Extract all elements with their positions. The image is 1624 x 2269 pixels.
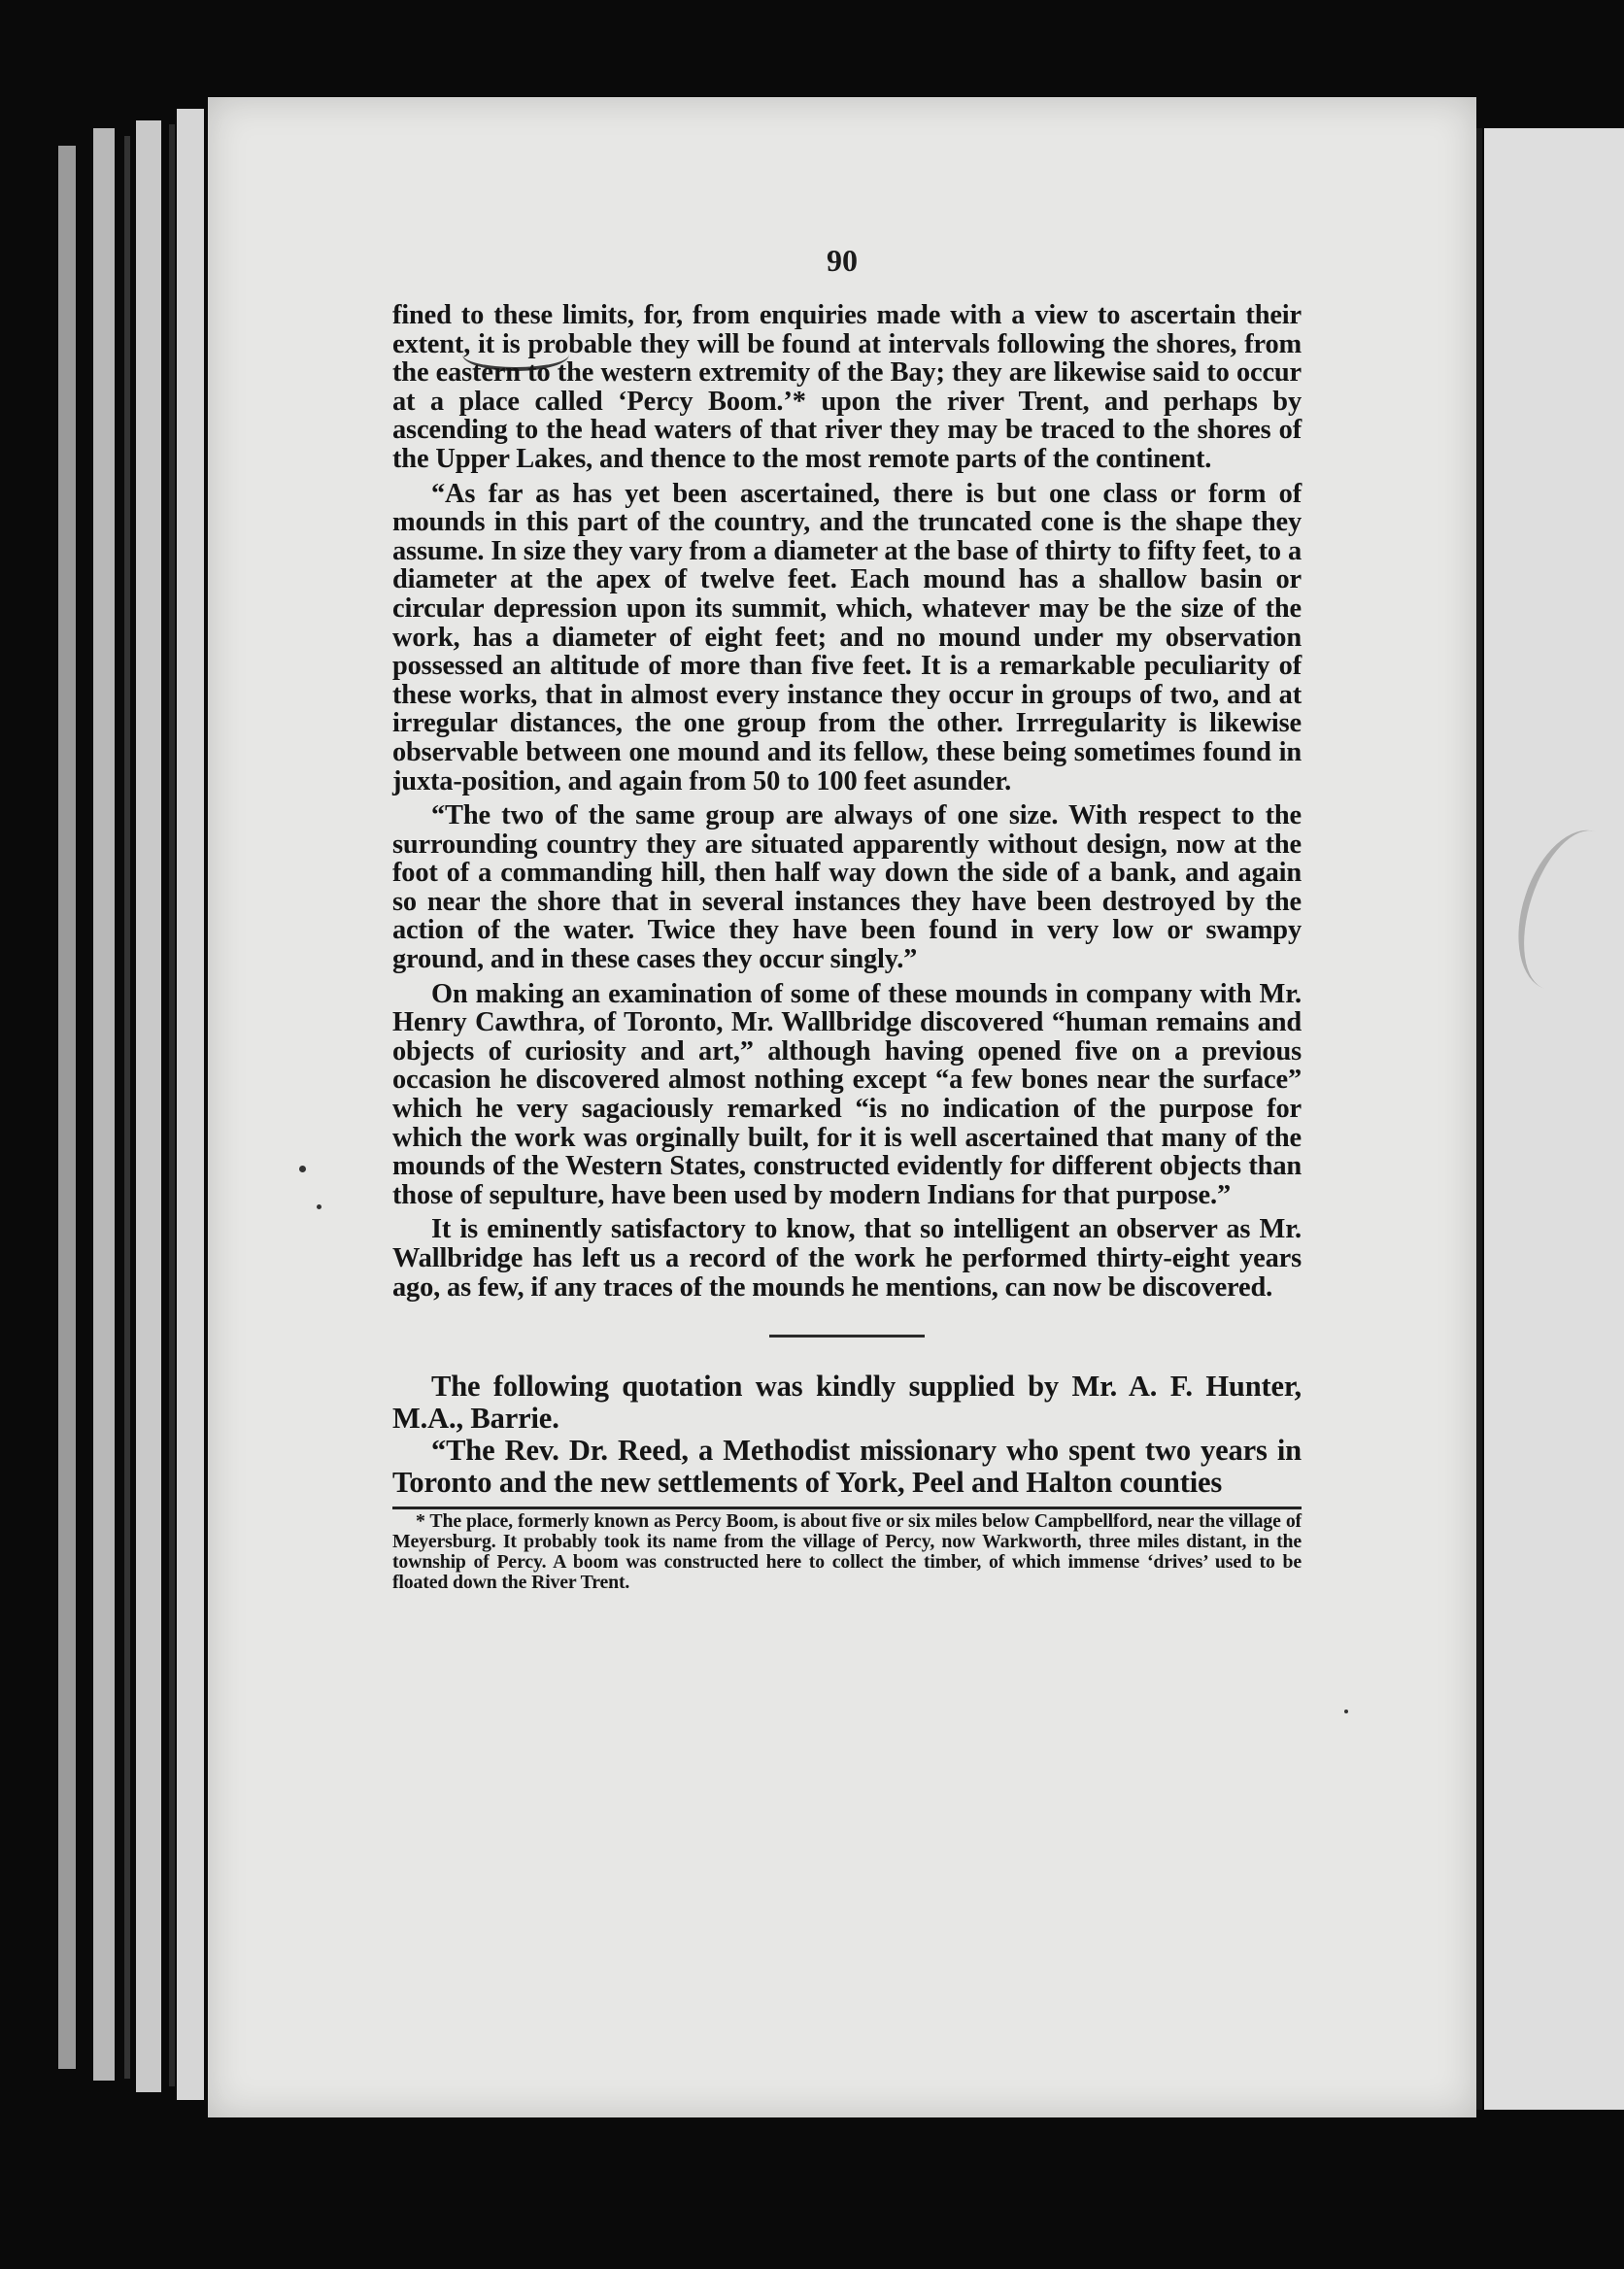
paragraph: “The Rev. Dr. Reed, a Methodist missionary who spent two years in Toronto and the new settlements of York, Peel and Halton counties <box>392 1434 1302 1500</box>
facing-page-fragment <box>1484 128 1624 2110</box>
body-text <box>392 301 1302 1593</box>
section-divider <box>769 1335 925 1338</box>
page-number: 90 <box>827 243 858 278</box>
paragraph: It is eminently satisfactory to know, that so intelligent an observer as Mr. Wallbridge has left us a record of the work he performed thirty-eight years ago, as few, if any traces of the mounds he mentions, can now be discovered. <box>392 1214 1302 1303</box>
page-edge <box>177 109 204 2100</box>
footnote-rule <box>392 1507 1302 1509</box>
page-edge <box>93 128 115 2081</box>
speck <box>1344 1710 1348 1713</box>
ink-smudge <box>1500 817 1624 1003</box>
paragraph: “The two of the same group are always of one size. With respect to the surrounding country they are situated apparently without design, now at the foot of a commanding hill, then half way down the side of a bank, and again so near the shore that in several instances they have been destroyed by the action of the water. Twice they have been found in very low or swampy ground, and in these cases they occur singly.” <box>392 800 1302 975</box>
book-page <box>208 97 1476 2117</box>
speck <box>299 1166 306 1172</box>
paragraph: “As far as has yet been ascertained, there is but one class or form of mounds in this part of the country, and the truncated cone is the shape they assume. In size they vary from a diameter at the base of thirty to fifty feet, to a diameter at the apex of twelve feet. Each mound has a shallow basin or circular depression upon its summit, which, whatever may be the size of the work, has a diameter of eight feet; and no mound under my observation possessed an altitude of more than five feet. It is a remarkable peculiarity of these works, that in almost every instance they occur in groups of two, and at irregular distances, the one group from the other. Irrregularity is likewise observable between one mound and its fellow, these being sometimes found in juxta-position, and again from 50 to 100 feet asunder. <box>392 478 1302 796</box>
footnote-text: * The place, formerly known as Percy Boom, is about five or six miles below Campbellford, near the village of Meyersburg. It probably took its name from the village of Percy, now Warkworth, three miles distant, in the township of Percy. A boom was constructed here to collect the timber, of which immense ‘drives’ used to be floated down the River Trent. <box>392 1510 1302 1594</box>
speck <box>317 1204 321 1209</box>
quotation-section <box>392 1371 1302 1499</box>
page-edge <box>58 146 76 2069</box>
page-edge-shadow <box>124 136 130 2079</box>
paragraph: fined to these limits, for, from enquiries made with a view to ascertain their extent, it is probable they will be found at intervals following the shores, from the eastern to the western extremity of the Bay; they are likewise said to occur at a place called ‘Percy Boom.’* upon the river Trent, and perhaps by ascending to the head waters of that river they may be traced to the shores of the Upper Lakes, and thence to the most remote parts of the continent. <box>392 300 1302 474</box>
page-edge <box>136 120 161 2092</box>
footnote <box>392 1511 1302 1593</box>
gutter <box>1476 128 1482 2110</box>
page-edge-shadow <box>169 124 175 2086</box>
paragraph: On making an examination of some of these mounds in company with Mr. Henry Cawthra, of Toronto, Mr. Wallbridge discovered “human remains and objects of curiosity and art,” although having opened five on a previous occasion he discovered almost nothing except “a few bones near the surface” which he very sagaciously remarked “is no indication of the purpose for which the work was orginally built, for it is well ascertained that many of the mounds of the Western States, constructed evidently for different objects than those of sepulture, have been used by modern Indians for that purpose.” <box>392 978 1302 1210</box>
paragraph: The following quotation was kindly supplied by Mr. A. F. Hunter, M.A., Barrie. <box>392 1370 1302 1436</box>
